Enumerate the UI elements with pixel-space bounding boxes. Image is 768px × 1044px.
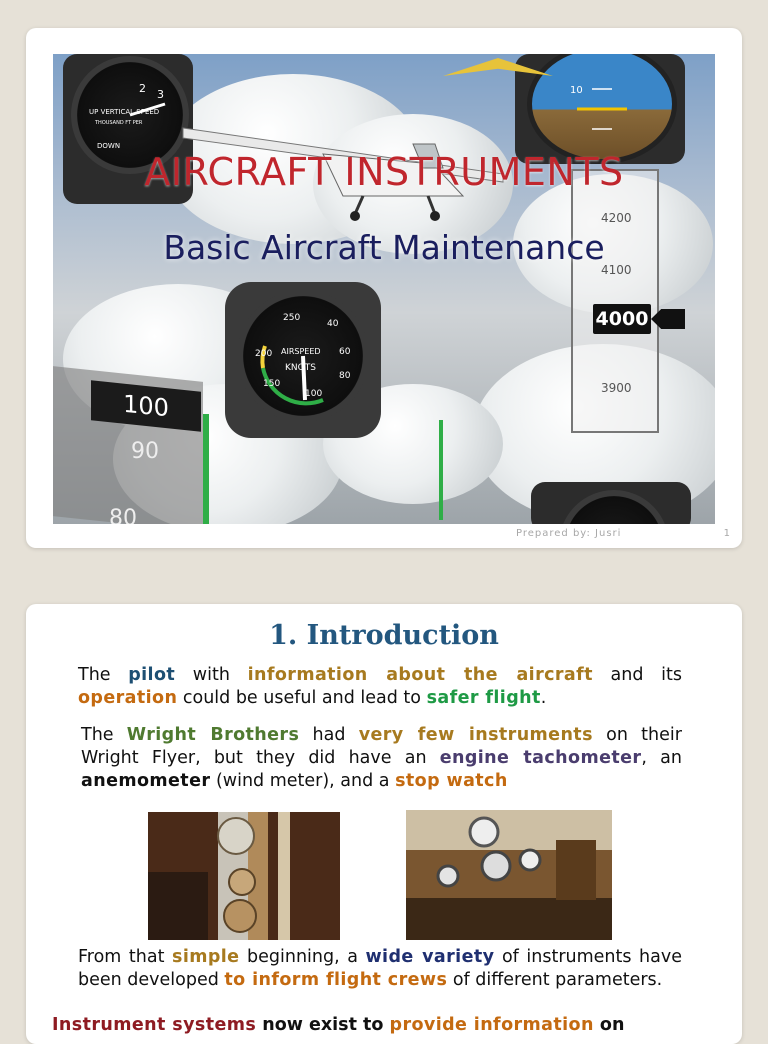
cockpit-panel-photo bbox=[406, 810, 612, 940]
page-number: 1 bbox=[723, 528, 730, 539]
highlighted-term: very few instruments bbox=[358, 725, 593, 745]
text-run: could be useful and lead to bbox=[177, 688, 427, 708]
altitude-tape: 4200 4100 3900 bbox=[571, 169, 659, 433]
svg-text:KNOTS: KNOTS bbox=[285, 363, 316, 373]
paragraph-pilot-info bbox=[78, 664, 682, 710]
text-run: and its bbox=[592, 665, 682, 685]
text-run: From that bbox=[78, 947, 172, 967]
svg-text:250: 250 bbox=[283, 313, 301, 323]
text-run: The bbox=[81, 725, 127, 745]
text-run: The bbox=[78, 665, 129, 685]
highlighted-term: provide information bbox=[389, 1015, 594, 1035]
introduction-slide bbox=[26, 604, 742, 1044]
highlighted-term: simple bbox=[172, 947, 240, 967]
paragraph-wright-brothers bbox=[81, 724, 682, 793]
highlighted-term: anemometer bbox=[81, 771, 211, 791]
svg-text:2: 2 bbox=[139, 82, 146, 95]
text-run: on their Wright Flyer, but they did have an bbox=[81, 725, 682, 768]
svg-text:10: 10 bbox=[570, 85, 583, 96]
altimeter-readout: 4000 bbox=[593, 304, 651, 334]
speed-tape-label: 80 bbox=[109, 506, 137, 524]
author-footer: Prepared by: Jusri bbox=[516, 528, 622, 539]
svg-text:150: 150 bbox=[263, 379, 281, 389]
svg-text:UP VERTICAL SPEED: UP VERTICAL SPEED bbox=[89, 108, 160, 116]
section-title: 1. Introduction bbox=[269, 620, 499, 651]
cockpit-instruments-image bbox=[53, 54, 715, 524]
text-run: on bbox=[593, 1015, 625, 1035]
highlighted-term: Instrument systems bbox=[52, 1015, 257, 1035]
highlighted-term: pilot bbox=[128, 665, 176, 685]
highlighted-term: safer flight bbox=[426, 688, 541, 708]
paragraph-instrument-variety bbox=[78, 946, 682, 992]
presentation-title: AIRCRAFT INSTRUMENTS bbox=[144, 150, 624, 194]
speed-readout: 100 bbox=[91, 380, 201, 432]
wright-flyer-instruments-photo bbox=[148, 812, 340, 940]
svg-text:100: 100 bbox=[305, 389, 323, 399]
svg-text:3: 3 bbox=[157, 88, 164, 101]
text-run: of different parameters. bbox=[447, 970, 663, 990]
svg-text:60: 60 bbox=[339, 347, 351, 357]
text-run: (wind meter), and a bbox=[210, 771, 396, 791]
highlighted-term: information about the aircraft bbox=[247, 665, 593, 685]
text-run: with bbox=[175, 665, 248, 685]
text-run: . bbox=[540, 688, 547, 708]
highlighted-term: stop watch bbox=[395, 771, 508, 791]
highlighted-term: Wright Brothers bbox=[126, 725, 300, 745]
presentation-subtitle: Basic Aircraft Maintenance bbox=[163, 228, 605, 267]
svg-text:80: 80 bbox=[339, 371, 351, 381]
text-run: , an bbox=[641, 748, 682, 768]
text-run: had bbox=[299, 725, 359, 745]
text-run: beginning, a bbox=[239, 947, 366, 967]
highlighted-term: to inform flight crews bbox=[224, 970, 448, 990]
title-slide bbox=[26, 28, 742, 548]
airspeed-indicator bbox=[237, 290, 369, 422]
svg-text:AIRSPEED: AIRSPEED bbox=[281, 347, 321, 356]
svg-text:40: 40 bbox=[327, 319, 339, 329]
highlighted-term: operation bbox=[78, 688, 178, 708]
svg-text:THOUSAND FT PER: THOUSAND FT PER bbox=[95, 120, 143, 126]
speed-tape-label: 90 bbox=[131, 439, 159, 464]
highlighted-term: engine tachometer bbox=[439, 748, 642, 768]
svg-text:DOWN: DOWN bbox=[97, 142, 121, 150]
text-run: of instruments have been developed bbox=[78, 947, 682, 990]
text-run: now exist to bbox=[256, 1015, 390, 1035]
svg-text:200: 200 bbox=[255, 349, 273, 359]
highlighted-term: wide variety bbox=[365, 947, 495, 967]
paragraph-instrument-systems bbox=[52, 1014, 692, 1037]
